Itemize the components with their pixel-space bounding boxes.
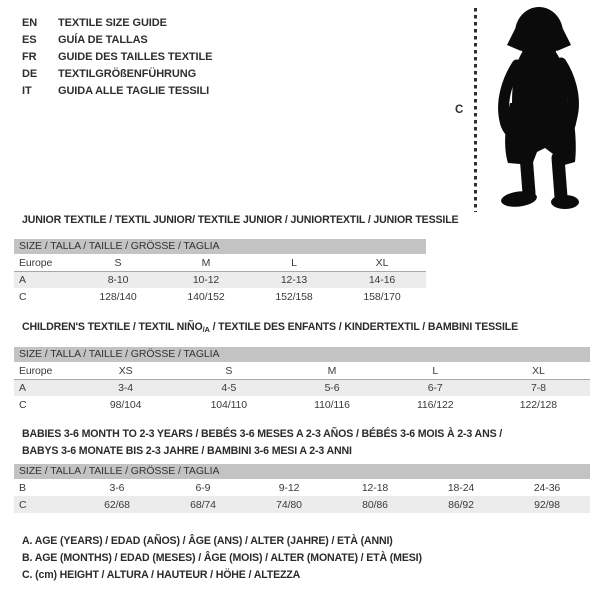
silhouette-feet [500, 189, 579, 209]
table-cell: A [19, 382, 26, 394]
table-cell: 140/152 [187, 290, 225, 303]
silhouette-body [505, 7, 576, 167]
table-cell: 122/128 [519, 398, 558, 411]
table-cell: B [19, 481, 26, 494]
toddler-silhouette-icon [498, 5, 600, 211]
size-header-bar: SIZE / TALLA / TAILLE / GRÖSSE / TAGLIA [14, 347, 590, 362]
table-cell: 24-36 [533, 481, 561, 494]
table-cell: A [19, 274, 26, 286]
table-cell: 4-5 [221, 382, 237, 394]
table-cell: 92/98 [534, 498, 560, 511]
language-code: DE [22, 67, 38, 80]
language-row-de [22, 65, 212, 82]
table-cell: 128/140 [99, 290, 137, 303]
language-label: GUIDA ALLE TAGLIE TESSILI [58, 84, 210, 97]
table-row-a [14, 272, 426, 288]
table-cell: S [225, 364, 233, 377]
language-code: EN [22, 17, 38, 30]
babies-title-line2: BABYS 3-6 MONATE BIS 2-3 JAHRE / BAMBINI 3-6 MESI A 2-3 ANNI [22, 445, 352, 457]
language-code: ES [22, 34, 37, 47]
table-cell: 7-8 [530, 382, 546, 394]
table-cell: 116/122 [416, 398, 454, 411]
table-cell: L [432, 364, 439, 377]
table-cell: 9-12 [278, 481, 300, 494]
table-cell: XL [532, 364, 545, 377]
table-cell: 6-7 [427, 382, 443, 394]
table-row-c [14, 396, 590, 413]
table-cell: 3-4 [118, 382, 134, 394]
table-cell: Europe [19, 256, 53, 269]
babies-section-title [22, 426, 502, 460]
legend-line-b: B. AGE (MONTHS) / EDAD (MESES) / ÂGE (MOIS) / ALTER (MONATE) / ETÀ (MESI) [22, 552, 422, 565]
table-cell: 86/92 [448, 498, 474, 511]
measurement-legend [22, 533, 422, 585]
language-code: IT [22, 84, 32, 97]
table-cell: 110/116 [314, 398, 350, 411]
table-cell: C [19, 290, 27, 303]
table-cell: 80/86 [362, 498, 388, 511]
children-title-post: / TEXTILE DES ENFANTS / KINDERTEXTIL / BAMBINI TESSILE [209, 321, 518, 333]
table-cell: 68/74 [190, 498, 216, 511]
table-cell: XL [375, 256, 389, 269]
children-size-table [14, 347, 590, 413]
table-cell: 74/80 [276, 498, 302, 511]
table-cell: 104/110 [210, 398, 248, 411]
babies-title-line1: BABIES 3-6 MONTH TO 2-3 YEARS / BEBÉS 3-6 MESES A 2-3 AÑOS / BÉBÉS 3-6 MOIS À 2-3 ANS / [22, 428, 503, 440]
language-label: TEXTILE SIZE GUIDE [58, 17, 167, 30]
language-code: FR [22, 50, 37, 63]
babies-size-table [14, 464, 590, 513]
language-label: GUÍA DE TALLAS [58, 34, 148, 47]
table-cell: Europe [19, 364, 53, 377]
table-cell: 98/104 [109, 398, 142, 411]
legend-line-c: C. (cm) HEIGHT / ALTURA / HAUTEUR / HÖHE / ALTEZZA [22, 569, 301, 582]
language-header [22, 15, 212, 99]
table-cell: 14-16 [368, 274, 396, 286]
table-row-b [14, 479, 590, 496]
language-row-es [22, 32, 212, 49]
table-cell: 6-9 [195, 481, 211, 494]
table-cell: 12-13 [280, 274, 308, 286]
table-cell: 158/170 [363, 290, 401, 303]
language-row-fr [22, 49, 212, 66]
height-measure-dotted-line [474, 8, 477, 212]
height-label-c: C [455, 104, 464, 116]
table-cell: M [327, 364, 337, 377]
size-header-bar: SIZE / TALLA / TAILLE / GRÖSSE / TAGLIA [14, 239, 426, 254]
table-cell: 62/68 [104, 498, 130, 511]
table-cell: 8-10 [107, 274, 129, 286]
language-row-it [22, 82, 212, 99]
children-title-subscript: /A [202, 325, 210, 334]
table-cell: 10-12 [192, 274, 220, 286]
junior-size-table [14, 239, 426, 305]
table-cell: C [19, 398, 27, 411]
table-cell: S [114, 256, 122, 269]
table-cell: 3-6 [109, 481, 125, 494]
table-row-c [14, 288, 426, 305]
table-row-a [14, 380, 590, 396]
table-cell: 5-6 [324, 382, 340, 394]
table-row-c [14, 496, 590, 513]
children-title-pre: CHILDREN'S TEXTILE / TEXTIL NIÑO [22, 321, 203, 333]
table-cell: L [291, 256, 297, 269]
table-cell: 18-24 [447, 481, 475, 494]
size-header-bar: SIZE / TALLA / TAILLE / GRÖSSE / TAGLIA [14, 464, 590, 479]
language-label: GUIDE DES TAILLES TEXTILE [58, 50, 213, 63]
table-row-europe [14, 254, 426, 272]
junior-section-title: JUNIOR TEXTILE / TEXTIL JUNIOR/ TEXTILE JUNIOR / JUNIORTEXTIL / JUNIOR TESSILE [22, 214, 459, 226]
table-cell: 152/158 [275, 290, 313, 303]
table-cell: 12-18 [361, 481, 389, 494]
language-label: TEXTILGRÖßENFÜHRUNG [58, 67, 197, 80]
table-cell: C [19, 498, 27, 511]
table-row-europe [14, 362, 590, 380]
table-cell: XS [118, 364, 133, 377]
table-cell: M [201, 256, 211, 269]
legend-line-a: A. AGE (YEARS) / EDAD (AÑOS) / ÂGE (ANS) / ALTER (JAHRE) / ETÀ (ANNI) [22, 535, 393, 547]
language-row-en [22, 15, 212, 32]
children-section-title [22, 321, 518, 334]
